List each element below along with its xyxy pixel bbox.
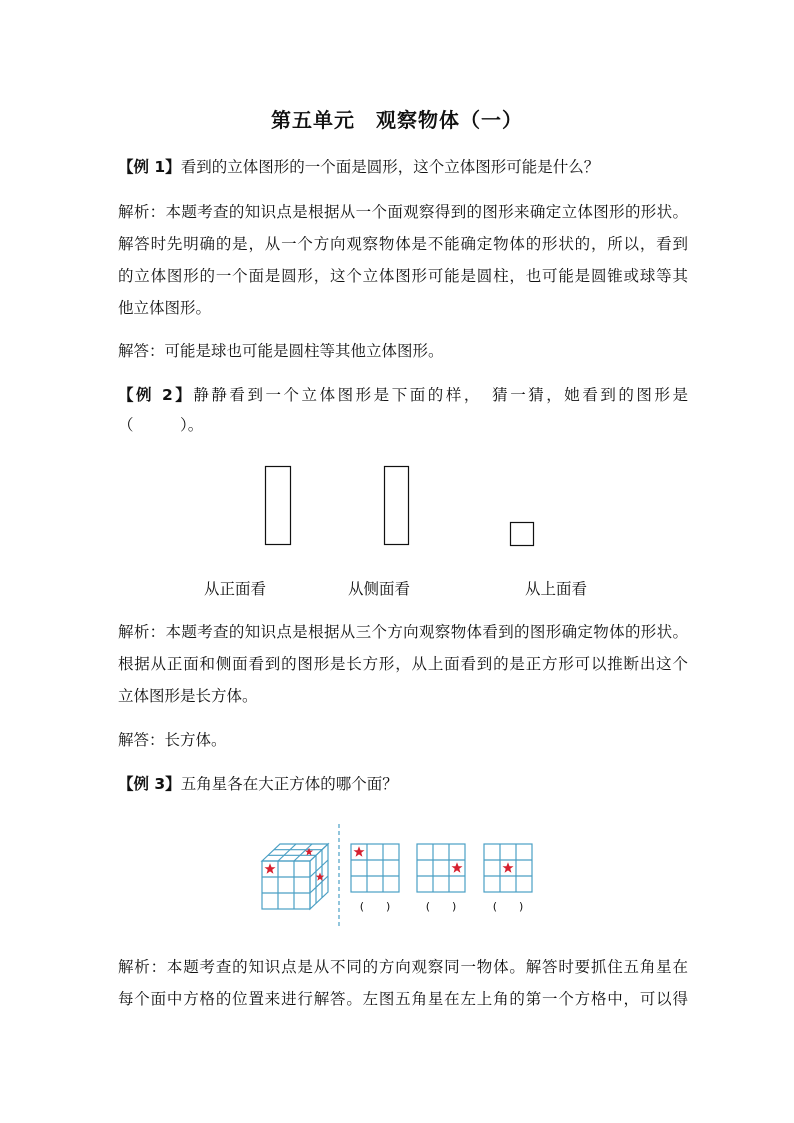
ex1-analysis-line-3: 的立体图形的一个面是圆形，这个立体图形可能是圆柱，也可能是圆锥或球等其 <box>118 267 688 285</box>
ex2-analysis-line-1: 解析：本题考查的知识点是根据从三个方向观察物体看到的图形确定物体的形状。 <box>118 623 688 641</box>
ex3-question-text: 五角星各在大正方体的哪个面？ <box>180 775 398 793</box>
ex3-question <box>118 773 688 795</box>
top-view-square <box>511 523 534 546</box>
ex1-question <box>118 156 688 178</box>
view-label-top: 从上面看 <box>525 580 588 598</box>
ex2-views-figure <box>0 460 794 560</box>
view-label-front: 从正面看 <box>204 580 267 598</box>
page-title: 第五单元 观察物体（一） <box>271 108 523 132</box>
face-blank-2: ( ) <box>425 900 457 913</box>
ex1-tag: 【例 1】 <box>118 158 181 176</box>
ex3-analysis-line-1: 解析：本题考查的知识点是从不同的方向观察同一物体。解答时要抓住五角星在 <box>118 958 688 976</box>
star-icon <box>502 862 513 872</box>
ex1-analysis-line-1: 解析：本题考查的知识点是根据从一个面观察得到的图形来确定立体图形的形状。 <box>118 203 688 221</box>
ex2-question-text: 静静看到一个立体图形是下面的样， 猜一猜，她看到的图形是 <box>193 386 688 404</box>
ex2-analysis-line-3: 立体图形是长方体。 <box>118 687 258 705</box>
star-icon <box>353 846 364 856</box>
ex2-answer: 解答：长方体。 <box>118 731 227 749</box>
ex1-answer: 解答：可能是球也可能是圆柱等其他立体图形。 <box>118 342 444 360</box>
ex3-tag: 【例 3】 <box>118 775 181 793</box>
ex3-analysis-line-2: 每个面中方格的位置来进行解答。左图五角星在左上角的第一个方格中，可以得 <box>118 990 688 1008</box>
ex2-analysis-line-2: 根据从正面和侧面看到的图形是长方形，从上面看到的是正方形可以推断出这个 <box>118 655 688 673</box>
star-icon <box>264 863 275 873</box>
ex2-tag: 【例 2】 <box>118 386 194 404</box>
side-view-rect <box>385 467 409 545</box>
ex2-question-line-2: （ ）。 <box>118 416 204 434</box>
star-icon <box>316 873 325 881</box>
face-blank-3: ( ) <box>492 900 524 913</box>
ex3-cube-figure <box>0 822 794 932</box>
view-label-side: 从侧面看 <box>348 580 411 598</box>
ex1-analysis-line-4: 他立体图形。 <box>118 299 212 317</box>
ex1-question-text: 看到的立体图形的一个面是圆形，这个立体图形可能是什么？ <box>180 158 600 176</box>
face-blank-1: ( ) <box>359 900 391 913</box>
ex2-question <box>118 384 688 406</box>
ex1-analysis-line-2: 解答时先明确的是，从一个方向观察物体是不能确定物体的形状的，所以，看到 <box>118 235 688 253</box>
star-icon <box>451 862 462 872</box>
front-view-rect <box>266 467 291 545</box>
